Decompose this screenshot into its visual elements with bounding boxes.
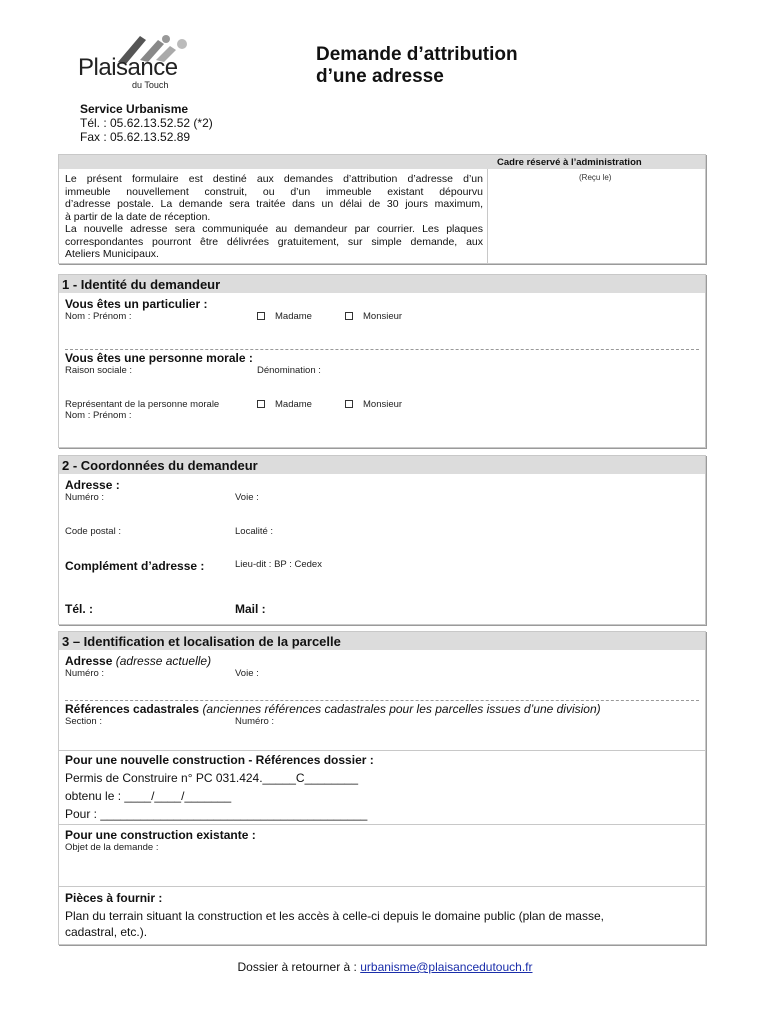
service-phone: Tél. : 05.62.13.52.52 (*2) — [80, 116, 213, 130]
new-construction-heading: Pour une nouvelle construction - Références dossier : — [65, 753, 374, 767]
parcelle-voie-label: Voie : — [235, 668, 259, 679]
email-link[interactable]: urbanisme@plaisancedutouch.fr — [360, 960, 533, 974]
title-line-1: Demande d’attribution — [316, 44, 518, 65]
code-postal-label: Code postal : — [65, 526, 121, 537]
pour-line: Pour : ________________________________________ — [65, 807, 368, 821]
refcad-note: (anciennes références cadastrales pour les parcelles issues d’une division) — [202, 702, 601, 716]
localite-label: Localité : — [235, 526, 274, 537]
monsieur-checkbox[interactable] — [345, 312, 353, 320]
section-1-title: 1 - Identité du demandeur — [59, 275, 705, 293]
madame-checkbox-2[interactable] — [257, 400, 265, 408]
divider — [59, 886, 705, 887]
admin-heading: Cadre réservé à l’administration — [497, 157, 642, 168]
objet-label: Objet de la demande : — [65, 842, 159, 853]
section-3-panel — [58, 631, 706, 945]
lieudit-label: Lieu-dit : BP : Cedex — [235, 559, 322, 570]
footer-text: Dossier à retourner à : — [237, 960, 357, 974]
divider — [65, 700, 699, 701]
logo-subtext: du Touch — [132, 80, 169, 90]
intro-line: d’adresse postale. La demande sera traitée dans un délai de 30 jours maximum, — [65, 198, 483, 210]
monsieur-option[interactable] — [345, 311, 402, 322]
section-3-title: 3 – Identification et localisation de la parcelle — [59, 632, 705, 650]
monsieur-option-2[interactable] — [345, 399, 402, 410]
monsieur-label: Monsieur — [363, 311, 403, 322]
intro-line: correspondantes pourront être délivrées gratuitement, sur simple demande, aux — [65, 235, 483, 248]
section-label: Section : — [65, 716, 102, 727]
madame-checkbox[interactable] — [257, 312, 265, 320]
voie-label: Voie : — [235, 492, 259, 503]
pieces-line-1: Plan du terrain situant la construction et les accès à celle-ci depuis le domaine public (plan de masse, — [65, 909, 604, 923]
obtenu-line: obtenu le : ____/____/_______ — [65, 789, 232, 803]
adresse-note: (adresse actuelle) — [115, 654, 212, 668]
divider — [59, 824, 705, 825]
intro-line: Le présent formulaire est destiné aux demandes d’attribution d’adresse d’un — [65, 173, 483, 185]
section-2-panel — [58, 455, 706, 625]
intro-line: immeuble nouvellement construit, ou d’un immeuble existant dépourvu — [65, 185, 483, 198]
intro-line: La nouvelle adresse sera communiquée au demandeur par courrier. Les plaques — [65, 223, 483, 235]
denomination-label: Dénomination : — [257, 365, 321, 376]
nom-prenom-label: Nom : Prénom : — [65, 311, 132, 322]
madame-label: Madame — [275, 311, 312, 322]
service-block — [80, 102, 213, 144]
tel-label: Tél. : — [65, 602, 94, 616]
raison-sociale-label: Raison sociale : — [65, 365, 133, 376]
intro-panel — [58, 154, 706, 264]
intro-line: Ateliers Municipaux. — [65, 248, 159, 260]
madame-label: Madame — [275, 399, 312, 410]
adresse-bold: Adresse — [65, 654, 113, 668]
refcad-bold: Références cadastrales — [65, 702, 200, 716]
morale-heading: Vous êtes une personne morale : — [65, 351, 253, 365]
mail-label: Mail : — [235, 602, 266, 616]
numero-label: Numéro : — [65, 492, 105, 503]
title-line-2: d’une adresse — [316, 66, 444, 87]
divider — [59, 750, 705, 751]
parcelle-numero-label: Numéro : — [65, 668, 105, 679]
representant-label: Représentant de la personne morale — [65, 399, 220, 410]
particulier-heading: Vous êtes un particulier : — [65, 297, 208, 311]
complement-heading: Complément d’adresse : — [65, 559, 205, 573]
pieces-heading: Pièces à fournir : — [65, 891, 163, 905]
refcad-heading — [65, 702, 601, 716]
document-title — [316, 44, 518, 88]
permis-line: Permis de Construire n° PC 031.424._____C________ — [65, 771, 358, 785]
divider — [65, 349, 699, 350]
logo-text: Plaisance — [78, 54, 178, 81]
footer — [0, 960, 770, 974]
parcelle-adresse-heading — [65, 654, 211, 668]
admin-received: (Reçu le) — [579, 173, 612, 182]
service-name: Service Urbanisme — [80, 102, 189, 116]
adresse-heading: Adresse : — [65, 478, 120, 492]
monsieur-checkbox-2[interactable] — [345, 400, 353, 408]
intro-strip — [59, 155, 489, 169]
intro-line: à partir de la date de réception. — [65, 210, 211, 223]
madame-option[interactable] — [257, 311, 312, 322]
monsieur-label: Monsieur — [363, 399, 403, 410]
logo — [70, 30, 210, 98]
intro-text — [65, 173, 483, 261]
service-fax: Fax : 05.62.13.52.89 — [80, 130, 191, 144]
pieces-line-2: cadastral, etc.). — [65, 925, 148, 939]
existing-construction-heading: Pour une construction existante : — [65, 828, 256, 842]
refcad-numero-label: Numéro : — [235, 716, 275, 727]
section-1-panel — [58, 274, 706, 448]
section-2-title: 2 - Coordonnées du demandeur — [59, 456, 705, 474]
admin-divider — [487, 169, 488, 263]
nom-prenom-2-label: Nom : Prénom : — [65, 410, 132, 421]
madame-option-2[interactable] — [257, 399, 312, 410]
